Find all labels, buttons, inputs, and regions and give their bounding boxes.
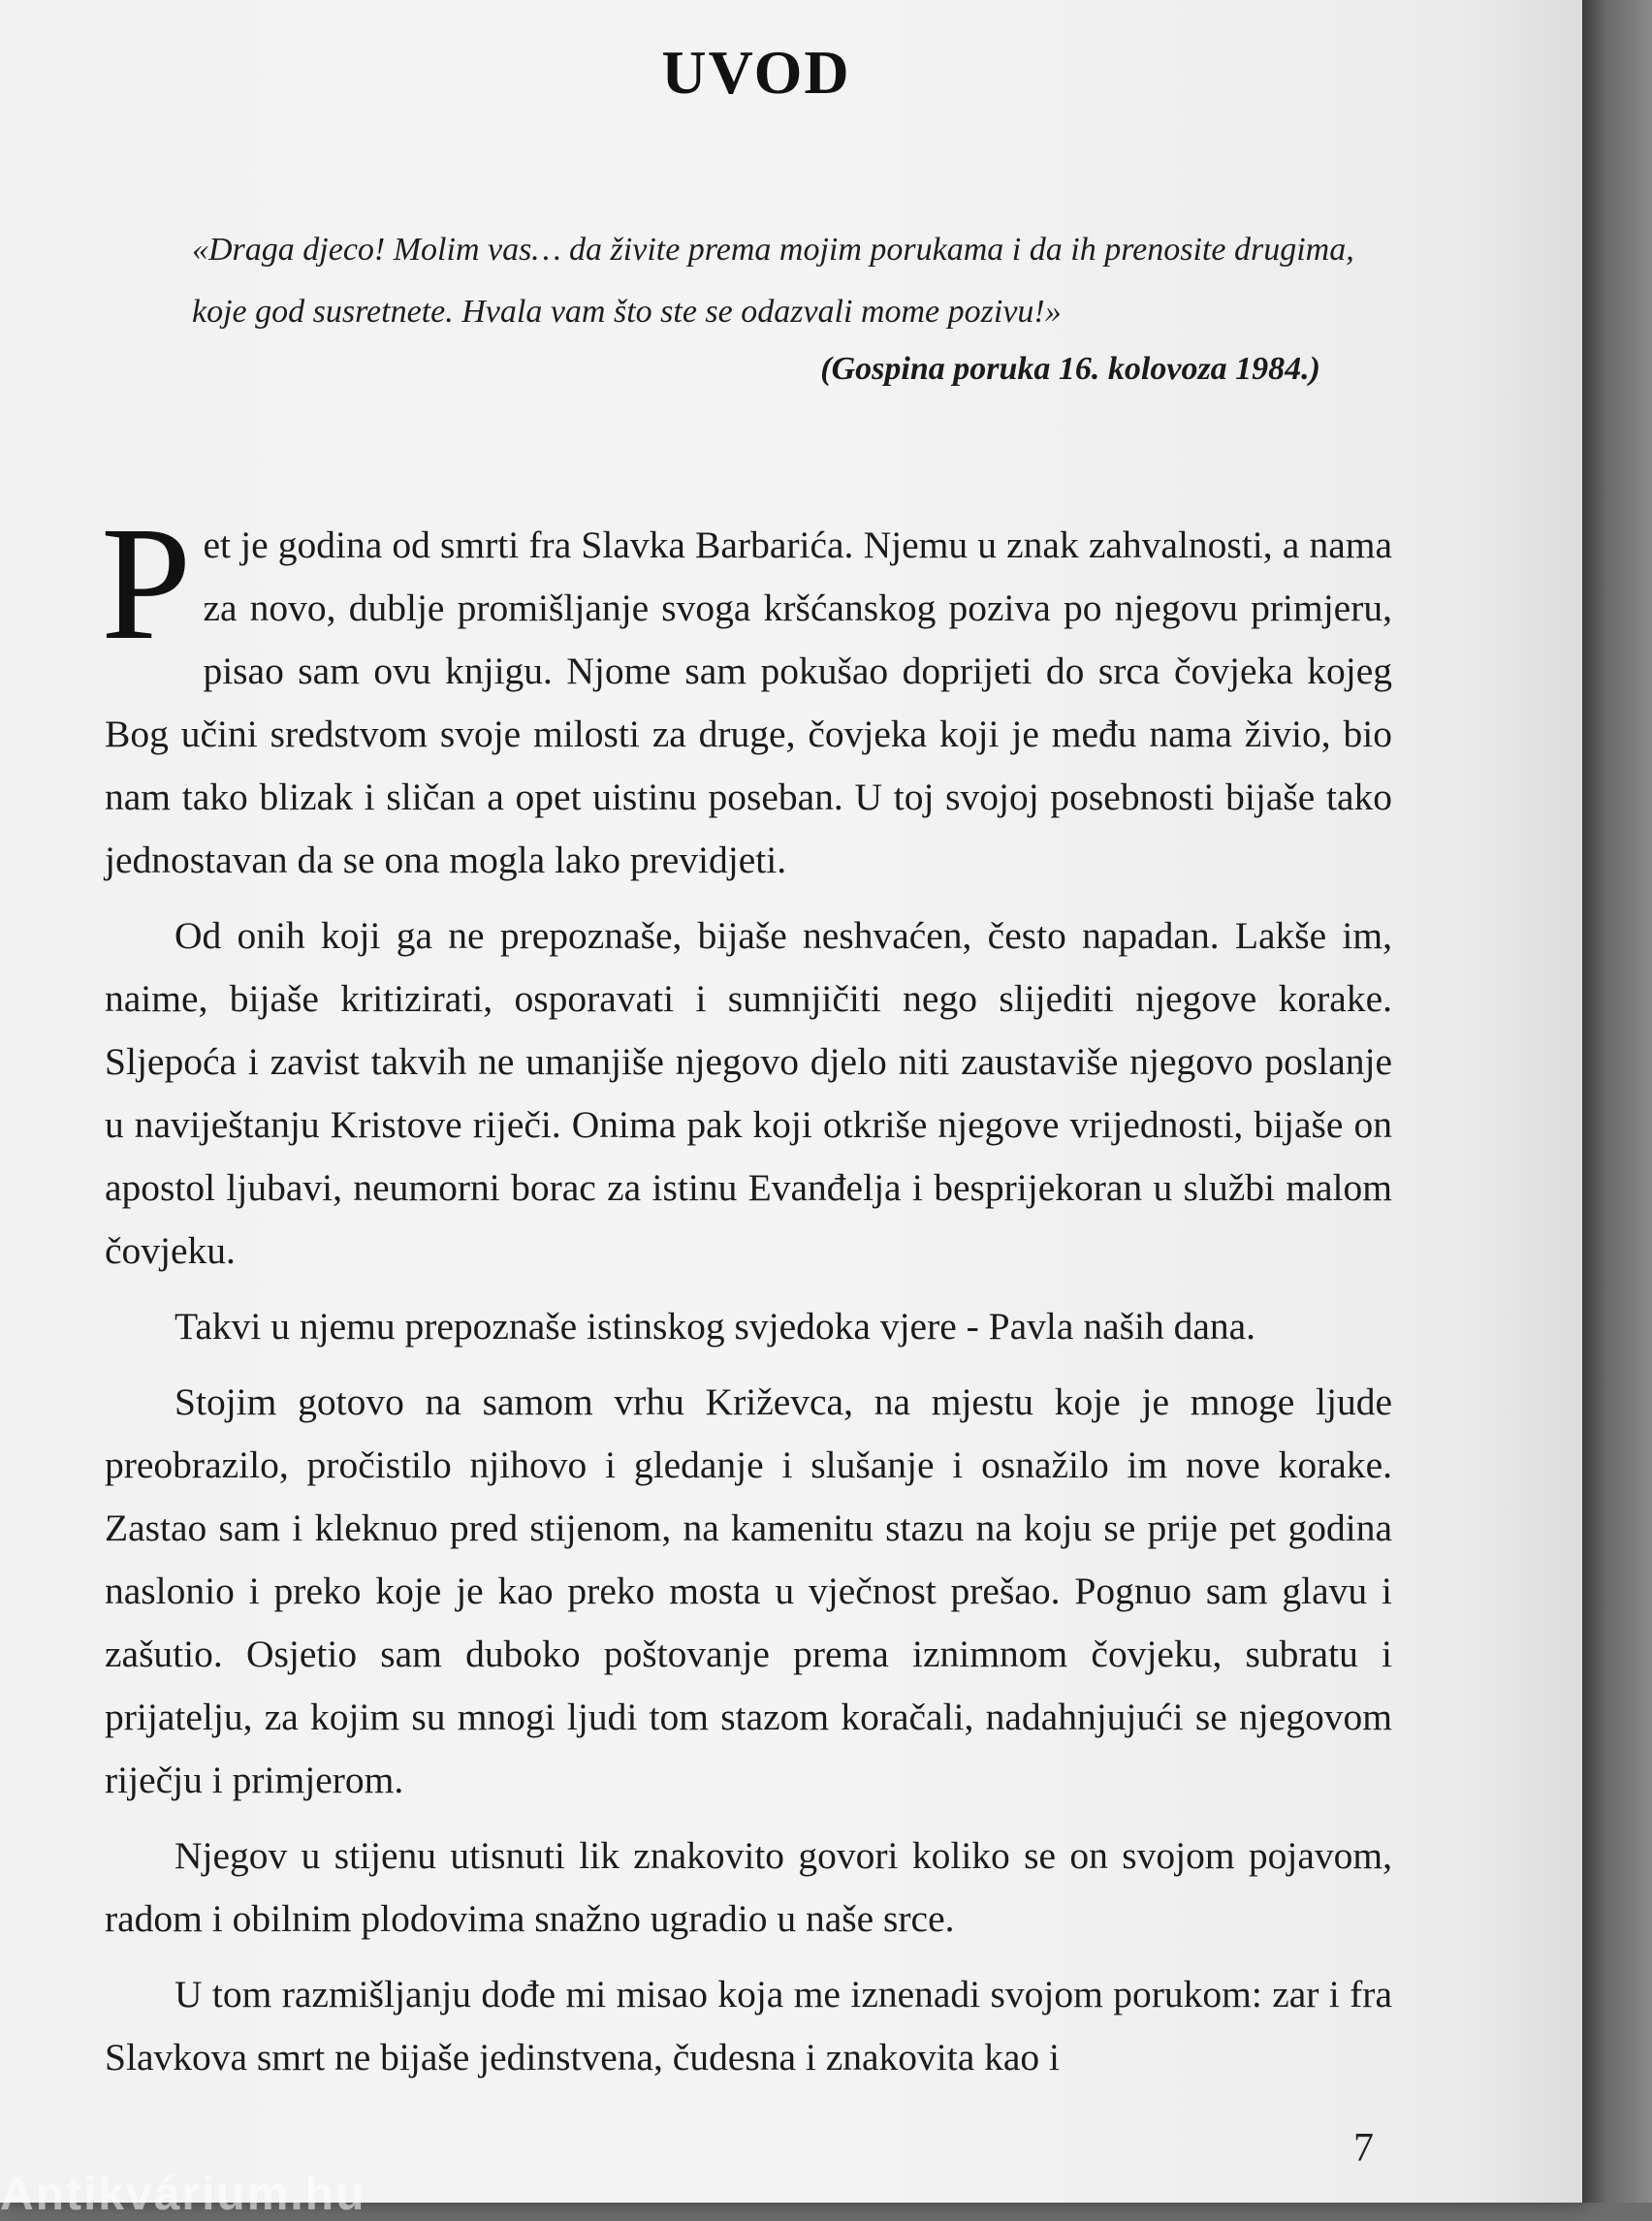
paragraph-4: Stojim gotovo na samom vrhu Križevca, na mjestu koje je mnoge ljude preobrazilo, pročistilo njihovo i gledanje i slušanje i osnažilo im nove korake. Zastao sam i kleknuo pred stijenom, na kamenitu stazu na koju se prije pet godina naslonio i preko koje je kao preko mosta u vječnost prešao. Pognuo sam glavu i zašutio. Osjetio sam duboko poštovanje prema iznimnom čovjeku, subratu i prijatelju, za kojim su mnogi ljudi tom stazom koračali, nadahnjujući se njegovom riječju i primjerom. [105, 1380, 1392, 1801]
book-spine-shadow [1582, 0, 1652, 2203]
paragraph-6: U tom razmišljanju dođe mi misao koja me iznenadi svojom porukom: zar i fra Slavkova smrt ne bijaše jedinstvena, čudesna i znakovita kao i [105, 1973, 1392, 2078]
drop-cap: P [101, 493, 192, 674]
paragraph-3: Takvi u njemu prepoznaše istinskog svjedoka vjere - Pavla naših dana. [175, 1305, 1256, 1348]
chapter-title: UVOD [661, 38, 851, 107]
watermark: Antikvárium.hu [0, 2169, 366, 2220]
epigraph-quote: «Draga djeco! Molim vas… da živite prema mojim porukama i da ih prenosite drugima, koje god susretnete. Hvala vam što ste se odazvali mome pozivu!» [192, 232, 1354, 330]
page-number: 7 [1353, 2126, 1374, 2171]
paragraph-5: Njegov u stijenu utisnuti lik znakovito govori koliko se on svojom pojavom, radom i obilnim plodovima snažno ugradio u naše srce. [105, 1834, 1392, 1940]
paragraph-1 [101, 493, 1392, 892]
paragraph-1-text: et je godina od smrti fra Slavka Barbarića. Njemu u znak zahvalnosti, a nama za novo, dublje promišljanje svoga kršćanskog poziva po njegovu primjeru, pisao sam ovu knjigu. Njome sam pokušao doprijeti do srca čovjeka kojeg Bog učini sredstvom svoje milosti za druge, čovjeka koji je među nama živio, bio nam tako blizak i sličan a opet uistinu poseban. U toj svojoj posebnosti bijaše tako jednostavan da se ona mogla lako previdjeti. [105, 524, 1392, 881]
paragraph-2: Od onih koji ga ne prepoznaše, bijaše neshvaćen, često napadan. Lakše im, naime, bijaše kritizirati, osporavati i sumnjičiti nego slijediti njegove korake. Sljepoća i zavist takvih ne umanjiše njegovo djelo niti zaustaviše njegovo poslanje u naviještanju Kristove riječi. Onima pak koji otkriše njegove vrijednosti, bijaše on apostol ljubavi, neumorni borac za istinu Evanđelja i besprijekoran u službi malom čovjeku. [105, 914, 1392, 1272]
body-text [101, 493, 1392, 2102]
epigraph-source: (Gospina poruka 16. kolovoza 1984.) [820, 351, 1320, 387]
